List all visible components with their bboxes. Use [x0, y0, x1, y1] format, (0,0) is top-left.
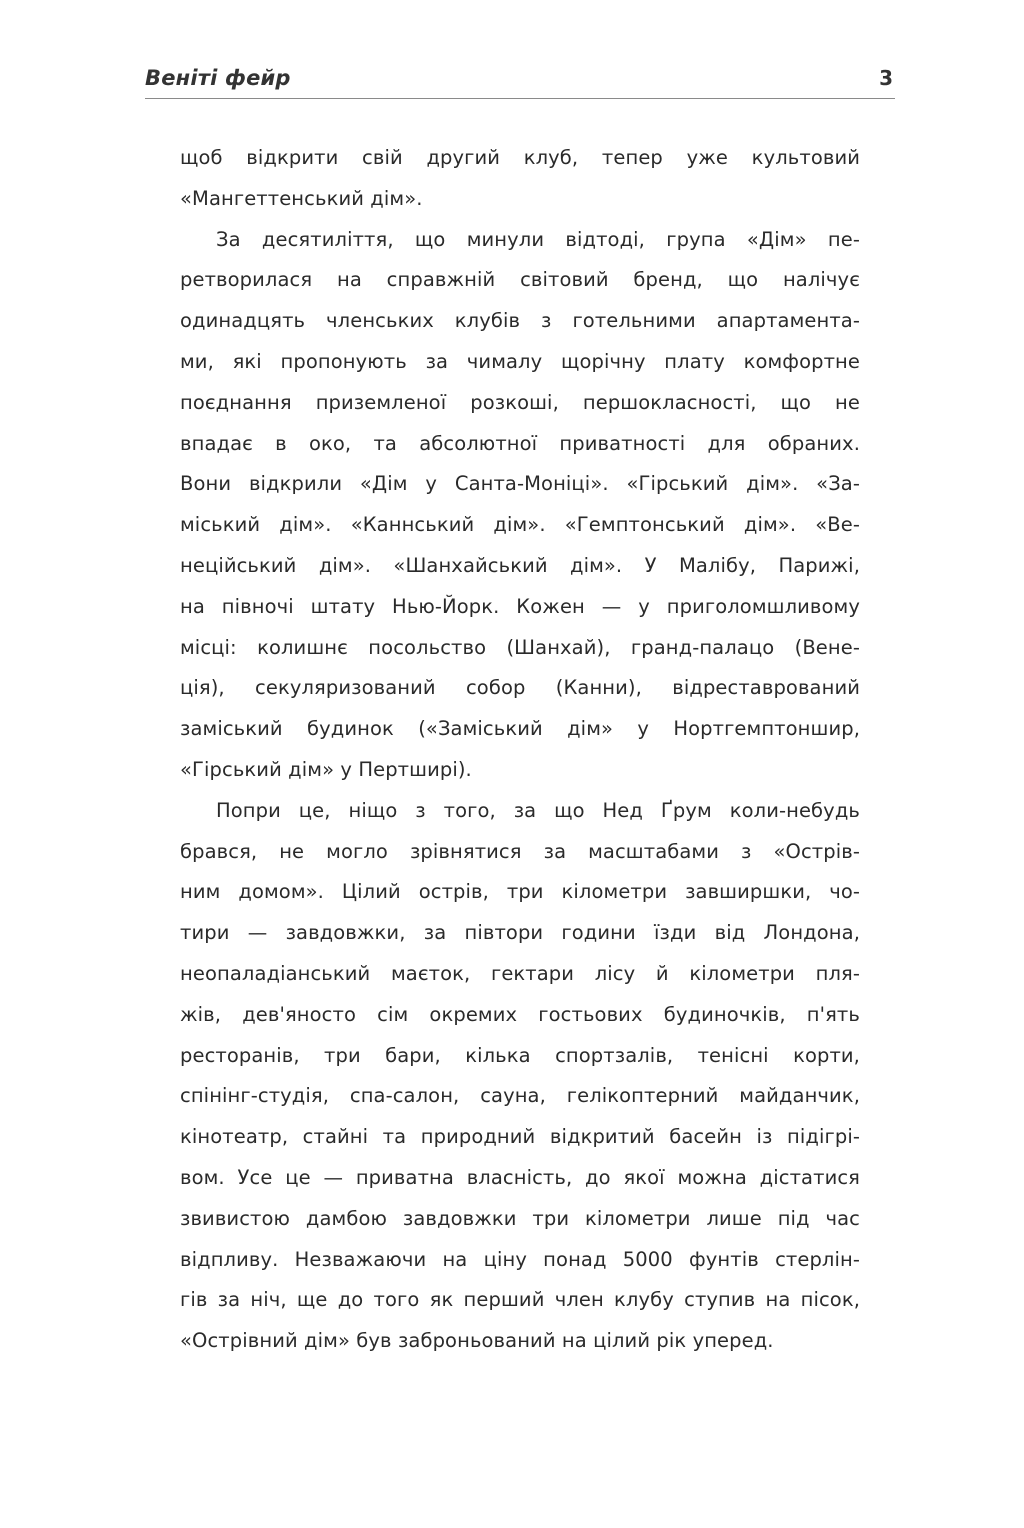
- text-line: заміський будинок («Заміський дім» у Нортгемптоншир,: [180, 717, 860, 741]
- text-line: поєднання приземленої розкоші, першокласності, що не: [180, 390, 860, 414]
- book-title: Веніті фейр: [145, 66, 291, 90]
- text-line: щоб відкрити свій другий клуб, тепер уже культовий: [180, 146, 860, 169]
- text-line: ми, які пропонують за чималу щорічну плату комфортне: [180, 349, 860, 373]
- text-line: впадає в око, та абсолютної приватності для обраних.: [180, 431, 860, 455]
- text-line: «Мангеттенський дім».: [180, 186, 423, 210]
- text-line: відпливу. Незважаючи на ціну понад 5000 фунтів стерлін-: [180, 1247, 860, 1271]
- text-line: ним домом». Цілий острів, три кілометри завширшки, чо-: [180, 880, 860, 904]
- page-number: 3: [879, 66, 893, 90]
- text-line: неційський дім». «Шанхайський дім». У Малібу, Парижі,: [180, 553, 860, 577]
- text-line: За десятиліття, що минули відтоді, група «Дім» пе-: [216, 227, 860, 251]
- text-line: ція), секуляризований собор (Канни), відреставрований: [180, 676, 860, 700]
- text-line: ретворилася на справжній світовий бренд, що налічує: [180, 268, 860, 292]
- running-header: [145, 58, 895, 99]
- text-line: жів, дев'яносто сім окремих гостьових будиночків, п'ять: [180, 1002, 860, 1026]
- text-line: ресторанів, три бари, кілька спортзалів, тенісні корти,: [180, 1043, 860, 1067]
- text-line: Вони відкрили «Дім у Санта-Моніці». «Гірський дім». «За-: [180, 472, 860, 496]
- text-line: брався, не могло зрівнятися за масштабами з «Острів-: [180, 839, 860, 863]
- text-line: кінотеатр, стайні та природний відкритий басейн із підігрі-: [180, 1125, 860, 1149]
- text-line: гів за ніч, ще до того як перший член клубу ступив на пісок,: [180, 1288, 860, 1312]
- text-line: «Острівний дім» був заброньований на цілий рік уперед.: [180, 1329, 774, 1353]
- text-line: «Гірський дім» у Пертширі).: [180, 757, 472, 781]
- text-line: на півночі штату Нью-Йорк. Кожен — у приголомшливому: [180, 594, 860, 618]
- text-line: місці: колишнє посольство (Шанхай), гранд-палацо (Вене-: [180, 635, 860, 659]
- text-line: спінінг-студія, спа-салон, сауна, гелікоптерний майданчик,: [180, 1084, 860, 1108]
- text-line: одинадцять членських клубів з готельними апартамента-: [180, 309, 860, 333]
- text-line: вом. Усе це — приватна власність, до якої можна дістатися: [180, 1165, 860, 1189]
- body-text: [180, 138, 860, 1362]
- text-line: міський дім». «Каннський дім». «Гемптонський дім». «Ве-: [180, 513, 860, 537]
- text-line: тири — завдовжки, за півтори години їзди від Лондона,: [180, 921, 860, 945]
- text-line: неопаладіанський маєток, гектари лісу й кілометри пля-: [180, 961, 860, 985]
- text-line: звивистою дамбою завдовжки три кілометри лише під час: [180, 1206, 860, 1230]
- text-line: Попри це, ніщо з того, за що Нед Ґрум коли-небудь: [216, 798, 860, 822]
